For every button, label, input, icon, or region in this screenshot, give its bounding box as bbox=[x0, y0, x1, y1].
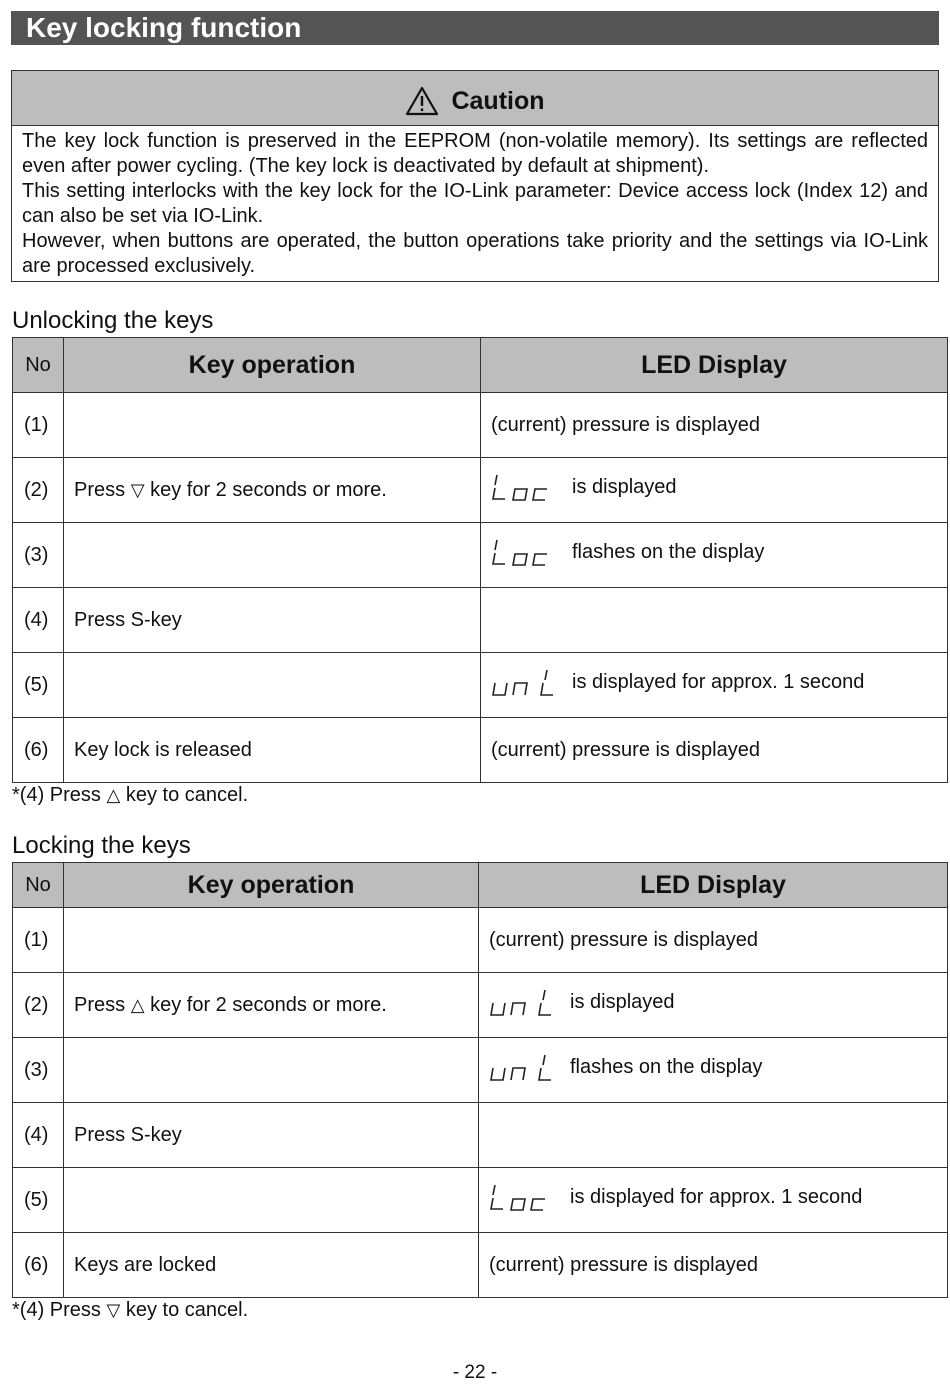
table-header-row bbox=[13, 863, 948, 908]
header-led-display: LED Display bbox=[481, 338, 948, 393]
caution-header bbox=[12, 71, 938, 126]
unlock-cancel-note bbox=[12, 784, 248, 807]
led-display-cell: (current) pressure is displayed bbox=[479, 908, 948, 973]
led-display-text: flashes on the display bbox=[570, 1055, 763, 1078]
led-display-cell: (current) pressure is displayed bbox=[481, 718, 948, 783]
table-row bbox=[13, 1103, 948, 1168]
down-triangle-icon: ▽ bbox=[130, 479, 145, 500]
key-operation-cell: Keys are locked bbox=[64, 1233, 479, 1298]
row-number: (1) bbox=[13, 908, 64, 973]
led-display-content bbox=[489, 1181, 862, 1213]
key-operation-cell: Key lock is released bbox=[64, 718, 481, 783]
row-number: (4) bbox=[13, 588, 64, 653]
caution-paragraph: However, when buttons are operated, the button operations take priority and the settings via IO-Link are processed exclusively. bbox=[22, 230, 928, 277]
row-number: (6) bbox=[13, 718, 64, 783]
caution-box bbox=[11, 70, 939, 282]
led-display-cell bbox=[479, 1038, 948, 1103]
caution-paragraph: The key lock function is preserved in the EEPROM (non-volatile memory). Its settings are reflected even after power cycling. (The key lock is deactivated by default at shipment). bbox=[22, 130, 928, 177]
key-operation-suffix: key for 2 seconds or more. bbox=[150, 993, 387, 1016]
led-display-cell bbox=[479, 1103, 948, 1168]
led-display-text: is displayed bbox=[572, 475, 677, 498]
led-display-content bbox=[491, 471, 677, 503]
row-number: (2) bbox=[13, 973, 64, 1038]
led-display-cell bbox=[481, 523, 948, 588]
led-display-cell bbox=[481, 653, 948, 718]
header-key-operation: Key operation bbox=[64, 863, 479, 908]
table-row bbox=[13, 1038, 948, 1103]
key-operation-prefix: Press bbox=[74, 478, 126, 501]
key-operation-cell: Press S-key bbox=[64, 1103, 479, 1168]
key-operation-cell bbox=[64, 393, 481, 458]
note-prefix: *(4) Press bbox=[12, 1299, 101, 1321]
led-loc-icon bbox=[491, 471, 555, 503]
key-operation-cell bbox=[64, 523, 481, 588]
led-display-cell bbox=[481, 458, 948, 523]
row-number: (1) bbox=[13, 393, 64, 458]
row-number: (4) bbox=[13, 1103, 64, 1168]
caution-body bbox=[12, 126, 938, 279]
led-display-content bbox=[491, 666, 864, 698]
unlock-table bbox=[12, 337, 948, 783]
table-row bbox=[13, 588, 948, 653]
table-header-row bbox=[13, 338, 948, 393]
led-unl-icon bbox=[489, 986, 553, 1018]
header-no: No bbox=[13, 338, 64, 393]
warning-icon bbox=[405, 86, 439, 116]
key-operation-cell bbox=[64, 458, 481, 523]
table-row bbox=[13, 653, 948, 718]
key-operation-cell: Press S-key bbox=[64, 588, 481, 653]
page-number: - 22 - bbox=[452, 1362, 498, 1383]
header-no: No bbox=[13, 863, 64, 908]
row-number: (2) bbox=[13, 458, 64, 523]
key-operation-cell bbox=[64, 1168, 479, 1233]
key-operation-cell bbox=[64, 973, 479, 1038]
row-number: (5) bbox=[13, 1168, 64, 1233]
note-suffix: key to cancel. bbox=[125, 1299, 249, 1321]
key-operation-cell bbox=[64, 653, 481, 718]
key-operation-cell bbox=[64, 908, 479, 973]
led-unl-icon bbox=[491, 666, 555, 698]
key-operation-cell bbox=[64, 1038, 479, 1103]
header-key-operation: Key operation bbox=[64, 338, 481, 393]
page-title: Key locking function bbox=[11, 11, 939, 45]
unlock-section-title: Unlocking the keys bbox=[12, 307, 214, 334]
up-triangle-icon: △ bbox=[106, 785, 121, 805]
led-display-cell bbox=[479, 973, 948, 1038]
table-row bbox=[13, 973, 948, 1038]
row-number: (3) bbox=[13, 523, 64, 588]
led-loc-icon bbox=[489, 1181, 553, 1213]
led-display-content bbox=[489, 1051, 762, 1083]
led-display-cell bbox=[479, 1168, 948, 1233]
led-display-text: is displayed for approx. 1 second bbox=[572, 670, 865, 693]
key-operation-suffix: key for 2 seconds or more. bbox=[150, 478, 387, 501]
header-led-display: LED Display bbox=[479, 863, 948, 908]
led-unl-icon bbox=[489, 1051, 553, 1083]
led-display-text: is displayed for approx. 1 second bbox=[570, 1185, 863, 1208]
caution-paragraph: This setting interlocks with the key lock for the IO-Link parameter: Device access lock (Index 12) and can also be set via IO-Link. bbox=[22, 180, 928, 227]
lock-table bbox=[12, 862, 948, 1298]
key-operation-prefix: Press bbox=[74, 993, 126, 1016]
table-row bbox=[13, 523, 948, 588]
lock-section-title: Locking the keys bbox=[12, 832, 191, 859]
table-row bbox=[13, 908, 948, 973]
caution-title: Caution bbox=[451, 86, 545, 115]
led-display-cell bbox=[481, 588, 948, 653]
led-display-cell: (current) pressure is displayed bbox=[479, 1233, 948, 1298]
led-display-cell: (current) pressure is displayed bbox=[481, 393, 948, 458]
led-display-content bbox=[489, 986, 675, 1018]
led-display-content bbox=[491, 536, 764, 568]
table-row bbox=[13, 393, 948, 458]
led-display-text: is displayed bbox=[570, 990, 675, 1013]
note-prefix: *(4) Press bbox=[12, 784, 101, 806]
note-suffix: key to cancel. bbox=[125, 784, 249, 806]
led-loc-icon bbox=[491, 536, 555, 568]
table-row bbox=[13, 1233, 948, 1298]
down-triangle-icon: ▽ bbox=[106, 1300, 121, 1320]
up-triangle-icon: △ bbox=[130, 994, 145, 1015]
table-row bbox=[13, 458, 948, 523]
row-number: (6) bbox=[13, 1233, 64, 1298]
table-row bbox=[13, 1168, 948, 1233]
led-display-text: flashes on the display bbox=[572, 540, 765, 563]
table-row bbox=[13, 718, 948, 783]
row-number: (5) bbox=[13, 653, 64, 718]
lock-cancel-note bbox=[12, 1299, 248, 1322]
row-number: (3) bbox=[13, 1038, 64, 1103]
